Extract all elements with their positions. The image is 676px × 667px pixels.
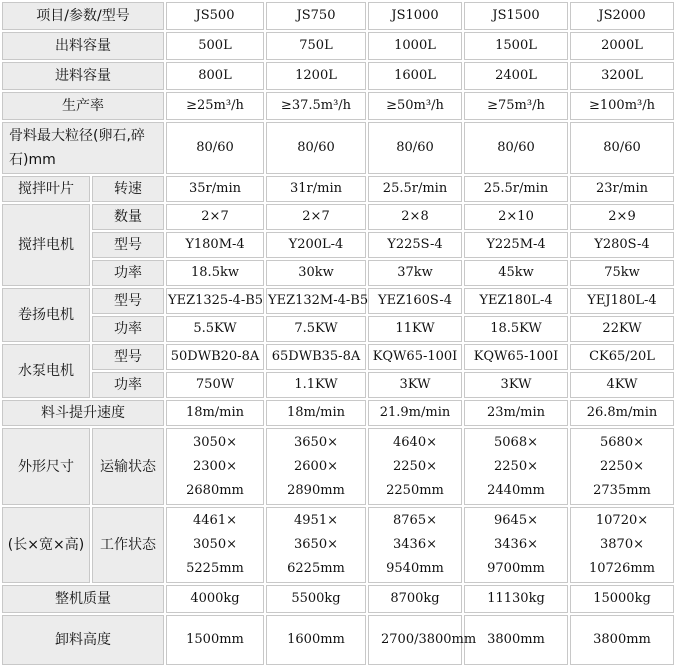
row-label: 整机质量 (2, 585, 164, 613)
machine-mass-row (2, 585, 674, 613)
dim-line: 5225mm (186, 560, 244, 576)
dim-line: 2250mm (386, 482, 444, 498)
table-cell: YEZ180L-4 (464, 288, 568, 314)
group-label: (长×宽×高) (2, 507, 90, 583)
table-cell: 3KW (464, 372, 568, 398)
sub-label: 型号 (92, 232, 164, 258)
table-cell: 2000L (570, 32, 674, 60)
hopper-speed-row (2, 400, 674, 426)
table-cell: 80/60 (570, 122, 674, 174)
header-row (2, 2, 674, 30)
table-cell: 37kw (368, 260, 462, 286)
group-label: 水泵电机 (2, 344, 90, 398)
dim-line: 3870× (600, 536, 644, 552)
table-cell (266, 507, 366, 583)
sub-label: 运输状态 (92, 428, 164, 504)
dim-line: 9700mm (487, 560, 545, 576)
dim-line: 2250× (600, 458, 644, 474)
table-cell: 65DWB35-8A (266, 344, 366, 370)
dim-line: 3436× (494, 536, 538, 552)
table-cell: 80/60 (368, 122, 462, 174)
dim-line: 2300× (193, 458, 237, 474)
dim-line: 3436× (393, 536, 437, 552)
dim-line: 8765× (393, 512, 437, 528)
sub-label: 型号 (92, 344, 164, 370)
dims-working-row (2, 507, 674, 583)
table-cell: 80/60 (266, 122, 366, 174)
aggregate-size-row (2, 122, 674, 174)
dim-line: 2440mm (487, 482, 545, 498)
group-label: 搅拌电机 (2, 204, 90, 286)
table-cell: 1500mm (166, 615, 264, 665)
pump-motor-model-row (2, 344, 674, 370)
table-cell: YEZ160S-4 (368, 288, 462, 314)
table-cell (368, 507, 462, 583)
blade-speed-row (2, 176, 674, 202)
table-cell: 80/60 (166, 122, 264, 174)
dims-transport-row (2, 428, 674, 504)
sub-label: 转速 (92, 176, 164, 202)
table-cell: 25.5r/min (368, 176, 462, 202)
sub-label: 功率 (92, 316, 164, 342)
dim-line: 10720× (595, 512, 649, 528)
group-label: 卷扬电机 (2, 288, 90, 342)
table-cell: 4KW (570, 372, 674, 398)
table-cell: 7.5KW (266, 316, 366, 342)
table-cell: 1.1KW (266, 372, 366, 398)
dim-line: 4640× (393, 434, 437, 450)
table-cell: 18m/min (266, 400, 366, 426)
model-header: JS1500 (464, 2, 568, 30)
model-header: JS750 (266, 2, 366, 30)
group-label: 外形尺寸 (2, 428, 90, 504)
table-cell: YEZ1325-4-B5 (166, 288, 264, 314)
table-cell: 75kw (570, 260, 674, 286)
table-cell: 15000kg (570, 585, 674, 613)
table-cell: 2×7 (266, 204, 366, 230)
dim-line: 3050× (193, 434, 237, 450)
mixer-motor-model-row (2, 232, 674, 258)
table-cell: 2×9 (570, 204, 674, 230)
row-label: 卸料高度 (2, 615, 164, 665)
table-cell: 2×7 (166, 204, 264, 230)
table-cell: 2×10 (464, 204, 568, 230)
dim-line: 3650× (294, 536, 338, 552)
table-cell: ≥50m³/h (368, 92, 462, 120)
pump-motor-power-row (2, 372, 674, 398)
table-cell: 750W (166, 372, 264, 398)
table-cell: 45kw (464, 260, 568, 286)
table-cell (464, 428, 568, 504)
table-cell: 23r/min (570, 176, 674, 202)
table-cell: 18m/min (166, 400, 264, 426)
row-label: 料斗提升速度 (2, 400, 164, 426)
table-cell: 1600L (368, 62, 462, 90)
table-cell: Y280S-4 (570, 232, 674, 258)
dim-line: 3650× (294, 434, 338, 450)
table-cell (570, 507, 674, 583)
table-cell: Y200L-4 (266, 232, 366, 258)
table-cell: 30kw (266, 260, 366, 286)
table-cell (266, 428, 366, 504)
table-cell: ≥25m³/h (166, 92, 264, 120)
table-cell (570, 428, 674, 504)
sub-label: 功率 (92, 372, 164, 398)
dim-line: 2250× (494, 458, 538, 474)
table-cell: 500L (166, 32, 264, 60)
table-cell (166, 428, 264, 504)
table-cell: 50DWB20-8A (166, 344, 264, 370)
dim-line: 5068× (494, 434, 538, 450)
row-label: 骨料最大粒径(卵石,碎石)mm (2, 122, 164, 174)
table-cell: 1000L (368, 32, 462, 60)
table-cell: Y180M-4 (166, 232, 264, 258)
table-cell: 4000kg (166, 585, 264, 613)
table-cell: 18.5KW (464, 316, 568, 342)
table-cell: 3KW (368, 372, 462, 398)
table-cell: 18.5kw (166, 260, 264, 286)
table-cell: CK65/20L (570, 344, 674, 370)
table-cell: 3800mm (570, 615, 674, 665)
hoist-motor-model-row (2, 288, 674, 314)
table-cell: Y225M-4 (464, 232, 568, 258)
table-cell: 2×8 (368, 204, 462, 230)
group-label: 搅拌叶片 (2, 176, 90, 202)
table-cell: 800L (166, 62, 264, 90)
table-cell: 25.5r/min (464, 176, 568, 202)
dim-line: 6225mm (287, 560, 345, 576)
model-header: JS1000 (368, 2, 462, 30)
discharge-height-row (2, 615, 674, 665)
dim-line: 10726mm (588, 560, 655, 576)
corner-label: 项目/参数/型号 (2, 2, 164, 30)
row-label: 出料容量 (2, 32, 164, 60)
table-cell: Y225S-4 (368, 232, 462, 258)
dim-line: 3050× (193, 536, 237, 552)
table-cell: 3800mm (464, 615, 568, 665)
row-label: 生产率 (2, 92, 164, 120)
table-cell: 2700/3800mm (368, 615, 462, 665)
table-cell: 1200L (266, 62, 366, 90)
table-cell: 21.9m/min (368, 400, 462, 426)
discharge-capacity-row (2, 32, 674, 60)
table-cell (368, 428, 462, 504)
mixer-motor-power-row (2, 260, 674, 286)
table-cell: YEZ132M-4-B5 (266, 288, 366, 314)
table-cell: 1600mm (266, 615, 366, 665)
table-cell: 31r/min (266, 176, 366, 202)
table-cell: 11KW (368, 316, 462, 342)
table-cell: 2400L (464, 62, 568, 90)
hoist-motor-power-row (2, 316, 674, 342)
row-label: 进料容量 (2, 62, 164, 90)
dim-line: 2735mm (593, 482, 651, 498)
dim-line: 2680mm (186, 482, 244, 498)
table-cell: ≥37.5m³/h (266, 92, 366, 120)
table-cell (166, 507, 264, 583)
table-cell: 35r/min (166, 176, 264, 202)
table-cell: 3200L (570, 62, 674, 90)
dim-line: 4461× (193, 512, 237, 528)
mixer-motor-count-row (2, 204, 674, 230)
table-cell: 750L (266, 32, 366, 60)
table-cell: 5500kg (266, 585, 366, 613)
table-cell: ≥75m³/h (464, 92, 568, 120)
table-cell: KQW65-100I (368, 344, 462, 370)
dim-line: 4951× (294, 512, 338, 528)
table-cell: 22KW (570, 316, 674, 342)
table-cell: KQW65-100I (464, 344, 568, 370)
dim-line: 2600× (294, 458, 338, 474)
dim-line: 9645× (494, 512, 538, 528)
table-cell: ≥100m³/h (570, 92, 674, 120)
dim-line: 9540mm (386, 560, 444, 576)
table-cell: 26.8m/min (570, 400, 674, 426)
dim-line: 2890mm (287, 482, 345, 498)
sub-label: 型号 (92, 288, 164, 314)
sub-label: 数量 (92, 204, 164, 230)
dim-line: 5680× (600, 434, 644, 450)
table-cell: 11130kg (464, 585, 568, 613)
table-cell (464, 507, 568, 583)
table-cell: 1500L (464, 32, 568, 60)
sub-label: 功率 (92, 260, 164, 286)
model-header: JS500 (166, 2, 264, 30)
table-cell: 80/60 (464, 122, 568, 174)
table-cell: 5.5KW (166, 316, 264, 342)
dim-line: 2250× (393, 458, 437, 474)
sub-label: 工作状态 (92, 507, 164, 583)
table-cell: YEJ180L-4 (570, 288, 674, 314)
table-cell: 8700kg (368, 585, 462, 613)
feed-capacity-row (2, 62, 674, 90)
model-header: JS2000 (570, 2, 674, 30)
table-cell: 23m/min (464, 400, 568, 426)
productivity-row (2, 92, 674, 120)
